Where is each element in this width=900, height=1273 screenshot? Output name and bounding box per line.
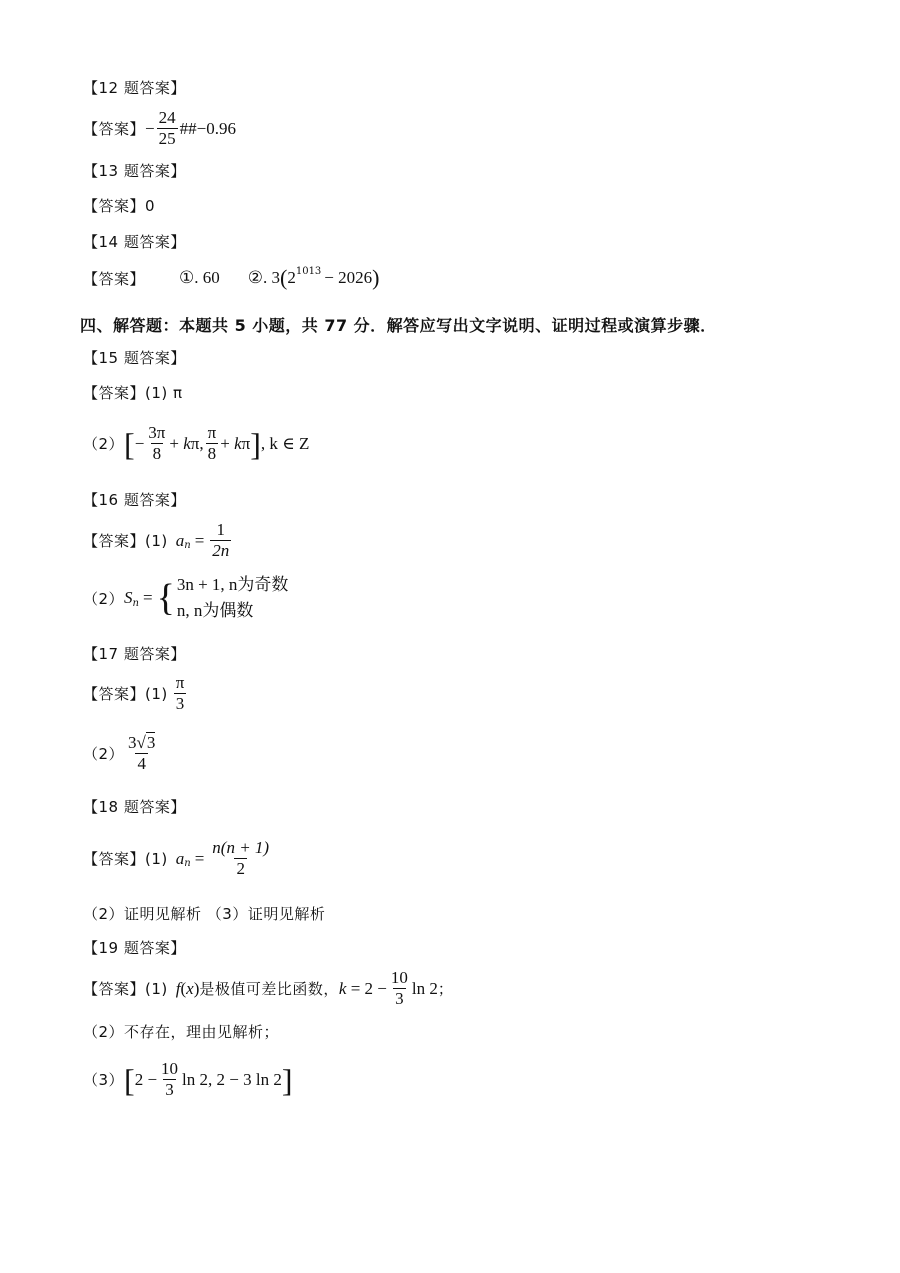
q17-heading: 【17 题答案】: [83, 645, 186, 663]
fraction: $\frac{10}{3}$: [161, 1059, 179, 1099]
q16-answer-2: （2） S n = { 3n + 1, n为奇数 n, n为偶数: [83, 572, 288, 624]
q13-heading: 【13 题答案】: [83, 162, 186, 180]
fraction: $\frac{\pi}{8}$: [207, 423, 217, 463]
q19-heading: 【19 题答案】: [83, 939, 186, 957]
q15-heading: 【15 题答案】: [83, 349, 186, 367]
fraction: $\frac{\pi}{3}$: [175, 673, 185, 713]
q15-answer-1: 【答案】(1) π: [83, 384, 183, 402]
q17-answer-2: （2） $\frac{3√3}{4}$: [83, 733, 156, 773]
answer-prefix: 【答案】: [83, 120, 146, 138]
answer-prefix: 【答案】: [83, 269, 146, 288]
q14-answer: 【答案】 ①. 60 ②. 3 ( 2 1013 − 2026 ): [83, 265, 380, 290]
q19-answer-2: （2）不存在，理由见解析；: [83, 1023, 280, 1041]
q18-heading: 【18 题答案】: [83, 798, 186, 816]
fraction: $\frac{24}{25}$: [158, 108, 176, 148]
q12-heading: 【12 题答案】: [83, 79, 186, 97]
q19-answer-3: （3） [ 2 − $\frac{10}{3}$ ln 2, 2 − 3 ln 2 ]: [83, 1059, 293, 1099]
q18-answer-2-3: （2）证明见解析 （3）证明见解析: [83, 905, 326, 923]
fraction: $\frac{3\pi}{8}$: [148, 423, 166, 463]
q18-answer-1: 【答案】(1) a n = $\frac{n(n + 1)}{2}$: [83, 838, 270, 878]
section-title: 四、解答题：本题共 5 小题，共 77 分．解答应写出文字说明、证明过程或演算步骤．: [80, 316, 717, 335]
q14-heading: 【14 题答案】: [83, 233, 186, 251]
fraction: $\frac{10}{3}$: [390, 968, 408, 1008]
fraction: $\frac{n(n + 1)}{2}$: [212, 838, 270, 878]
q13-answer: 【答案】0: [83, 197, 156, 215]
q15-answer-2: （2） [ − $\frac{3\pi}{8}$ + kπ, $\frac{\pi}{8}$ + kπ ] , k ∈ Z: [83, 423, 310, 463]
q16-answer-1: 【答案】(1) a n = $\frac{1}{2n}$: [83, 520, 230, 560]
fraction: $\frac{3√3}{4}$: [128, 733, 156, 773]
piecewise-cases: 3n + 1, n为奇数 n, n为偶数: [176, 575, 289, 620]
q12-answer: 【答案】 − $\frac{24}{25}$ ##−0.96: [83, 108, 236, 148]
fraction: $\frac{1}{2n}$: [212, 520, 230, 560]
q19-answer-1: 【答案】(1) f(x) 是极值可差比函数， k = 2 − $\frac{10}{3}$ ln 2 ；: [83, 968, 454, 1008]
q17-answer-1: 【答案】(1) $\frac{\pi}{3}$: [83, 673, 185, 713]
q16-heading: 【16 题答案】: [83, 491, 186, 509]
